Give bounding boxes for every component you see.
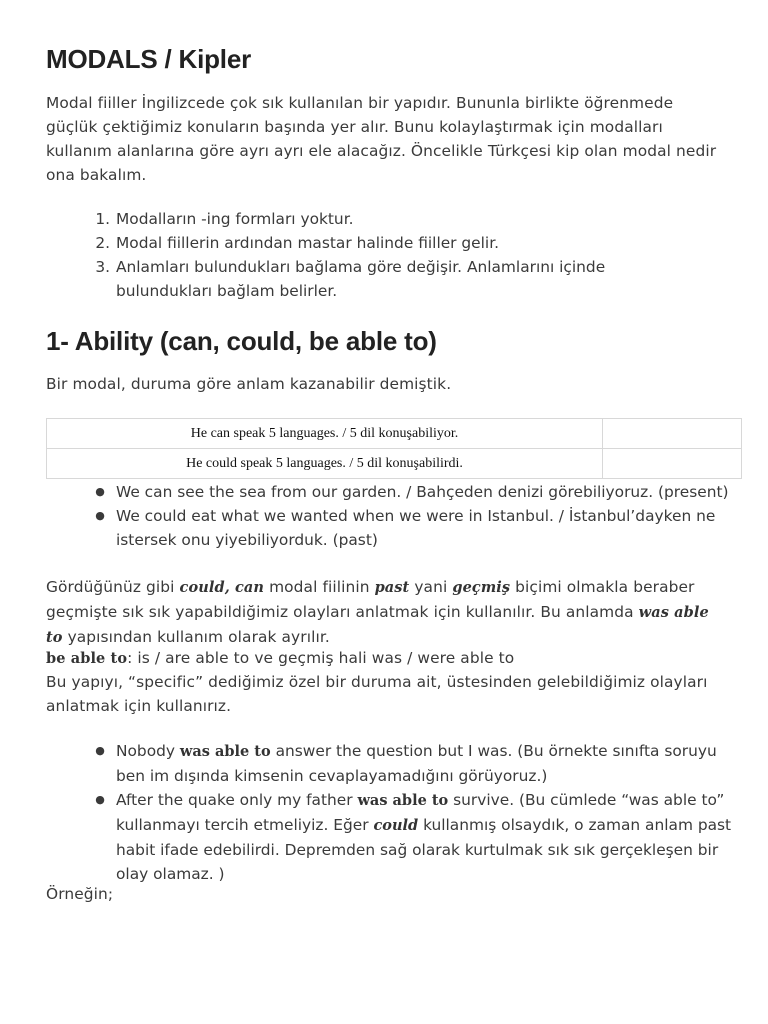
list-text: Anlamları bulundukları bağlama göre değişir. Anlamlarını içinde bulundukları bağlam belirler. — [116, 258, 606, 300]
list-number: 2. — [95, 234, 110, 252]
example-bullets — [46, 480, 736, 552]
bold-term: was able to — [357, 792, 449, 809]
list-item — [46, 504, 736, 552]
list-number: 1. — [95, 210, 110, 228]
list-number: 3. — [95, 258, 110, 276]
text-run: Nobody — [116, 742, 180, 760]
text-run: Gördüğünüz gibi — [46, 578, 180, 596]
list-item — [46, 255, 726, 303]
table-cell: He could speak 5 languages. / 5 dil konuşabilirdi. — [47, 449, 603, 479]
list-item — [46, 231, 726, 255]
text-run: After the quake only my father — [116, 791, 358, 809]
text-run: : is / are able to ve geçmiş hali was / were able to — [127, 649, 515, 667]
table-row — [47, 419, 742, 449]
bullet-icon: ● — [95, 509, 105, 522]
emphasis-text: could, can — [179, 579, 265, 596]
section-heading-ability: 1- Ability (can, could, be able to) — [46, 326, 437, 356]
bold-term: be able to — [46, 650, 128, 667]
list-text: We can see the sea from our garden. / Bahçeden denizi görebiliyoruz. (present) — [116, 483, 729, 501]
list-item — [46, 788, 736, 886]
explanation-paragraph — [46, 575, 718, 650]
text-run: kullanmış olsaydık, o zaman anlam past habit ifade edebilirdi. Depremden sağ olarak kurtulmak sık sık gerçekleşen bir olay olamaz. ) — [116, 816, 732, 883]
list-text: Modal fiillerin ardından mastar halinde fiiller gelir. — [116, 234, 499, 252]
bullet-icon: ● — [95, 744, 105, 757]
be-able-to-definition — [46, 646, 514, 671]
examples-table — [46, 418, 742, 479]
text-run: survive. (Bu cümlede “was able to” kullanmayı tercih etmeliyiz. Eğer — [116, 791, 725, 834]
list-text: Modalların -ing formları yoktur. — [116, 210, 354, 228]
specific-paragraph: Bu yapıyı, “specific” dediğimiz özel bir duruma ait, üstesinden gelebildiğimiz olayları anlatmak için kullanırız. — [46, 673, 708, 715]
text-run: modal fiilinin — [264, 578, 375, 596]
bullet-icon: ● — [95, 793, 105, 806]
emphasis-text: geçmiş — [452, 579, 511, 596]
table-cell-empty — [603, 449, 742, 479]
intro-paragraph: Modal fiiller İngilizcede çok sık kullanılan bir yapıdır. Bununla birlikte öğrenmede güçlük çektiğimiz konuların başında yer alır. Bunu kolaylaştırmak için modalları kullanım alanlarına göre ayrı ayrı ele alacağız. Öncelikle Türkçesi kip olan modal nedir ona bakalım. — [46, 94, 717, 184]
text-run: yapısından kullanım olarak ayrılır. — [62, 628, 330, 646]
emphasis-text: could — [373, 817, 419, 834]
page-title: MODALS / Kipler — [46, 44, 252, 74]
text-run: biçimi olmakla beraber geçmişte sık sık yapabildiğimiz olayları anlatmak için kullanılır. Bu anlamda — [46, 578, 695, 621]
table-cell-empty — [603, 419, 742, 449]
list-item — [46, 207, 726, 231]
text-run: answer the question but I was. (Bu örnekte sınıfta soruyu ben im dışında kimsenin cevaplayamadığını görüyoruz.) — [116, 742, 717, 785]
list-text: We could eat what we wanted when we were in Istanbul. / İstanbul’dayken ne istersek onu yiyebiliyorduk. (past) — [116, 507, 716, 549]
bullet-icon: ● — [95, 485, 105, 498]
list-item — [46, 480, 736, 504]
emphasis-text: past — [374, 579, 410, 596]
example-label: Örneğin; — [46, 885, 114, 903]
section-lead: Bir modal, duruma göre anlam kazanabilir demiştik. — [46, 375, 452, 393]
able-to-bullets — [46, 739, 736, 886]
list-item — [46, 739, 736, 788]
emphasis-text: was able to — [46, 604, 709, 646]
rules-list — [46, 207, 726, 303]
table-row — [47, 449, 742, 479]
bold-term: was able to — [179, 743, 271, 760]
text-run: yani — [409, 578, 453, 596]
table-cell: He can speak 5 languages. / 5 dil konuşabiliyor. — [47, 419, 603, 449]
